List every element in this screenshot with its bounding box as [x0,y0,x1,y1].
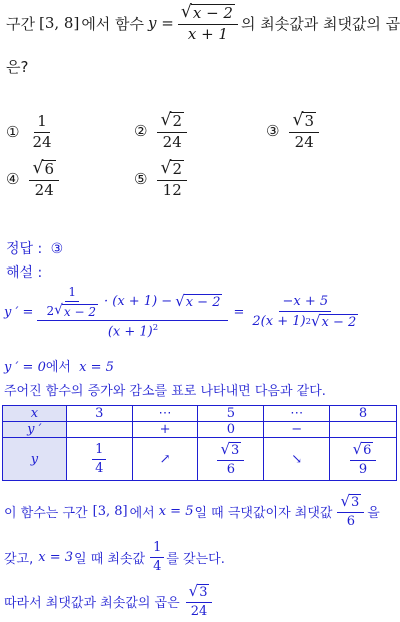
concl2-a: 갖고, [4,551,34,567]
choice-2-den: 24 [162,132,182,151]
concl1-f: 을 [367,505,380,521]
concl1-num: 3 [350,495,360,510]
choice-4[interactable]: ④ √ 6 24 [6,160,59,199]
deriv-inner-num: 1 [65,286,79,302]
deriv-result-den-rad: x − 2 [321,315,357,331]
table-row-dy [3,422,397,438]
table-y-1-den: 4 [95,460,104,476]
table-row-y [3,438,397,481]
table-dy-cell [330,422,397,438]
choice-5-den: 12 [162,180,182,199]
choice-4-num: 6 [44,160,54,178]
concl2-num: 1 [150,541,164,558]
deriv-inner-fraction: 1 2 √ x − 2 [46,285,96,319]
final-line [4,584,212,618]
conclusion-line-2 [4,541,225,573]
table-dy-cell: 0 [198,422,264,438]
answer-label: 정답 : [6,241,43,257]
increase-arrow-icon: ↗ [132,438,198,481]
decrease-arrow-icon: ↘ [264,438,330,481]
table-dy-cell: − [264,422,330,438]
concl1-den: 6 [346,513,355,529]
conclusion-line-1 [4,494,380,528]
zero-line [4,356,114,375]
choice-4-den: 24 [34,180,54,199]
table-dy-cell: + [132,422,198,438]
choice-5-mark: ⑤ [134,170,148,189]
question-fraction: √ x − 2 x + 1 [178,4,238,43]
question-line-2: 은? [6,58,29,76]
table-y-cell-5: √ 6 9 [330,438,397,481]
choice-3-den: 24 [294,132,314,151]
choice-1-mark: ① [6,123,20,142]
choice-5[interactable]: ⑤ √ 2 12 [134,160,187,199]
concl1-c: 에서 [129,505,155,521]
final-den: 24 [190,603,208,619]
choice-4-mark: ④ [6,170,20,189]
concl2-c: 일 때 최솟값 [74,551,146,567]
question-middle: 에서 함수 [81,14,145,33]
concl1-e: 일 때 극댓값이자 최댓값 [194,505,333,521]
answer-value: ③ [50,241,64,257]
derivative-equation [4,286,361,339]
zero-line-b: 에서 [45,360,71,375]
choice-1-num: 1 [34,114,50,133]
table-y-header: y [3,438,67,481]
deriv-lhs: y ′ = [4,305,34,321]
deriv-inner-rad: x − 2 [63,304,96,319]
choice-1-den: 24 [32,132,52,151]
concl1-fraction: √ 3 6 [337,494,364,528]
table-intro: 주어진 함수의 증가와 감소를 표로 나타내면 다음과 같다. [4,384,326,399]
final-num: 3 [199,585,208,600]
question-prefix: 구간 [6,14,35,33]
question-suffix: 의 최솟값과 최댓값의 곱 [240,14,400,33]
choice-3-mark: ③ [266,122,280,141]
choice-2-num: 2 [172,112,182,130]
choice-2-mark: ② [134,122,148,141]
final-fraction: √ 3 24 [186,584,213,618]
choice-5-num: 2 [172,160,182,178]
deriv-eq: = [233,305,245,321]
table-x-header: x [3,406,67,422]
question-fn-num: x − 2 [192,4,233,22]
question-interval: [3, 8] [38,14,80,33]
deriv-den-exp: 2 [152,322,159,333]
concl2-den: 4 [153,558,162,574]
question-fn-den: x + 1 [187,24,228,43]
table-dy-cell [66,422,132,438]
question-fn-lhs: y = [148,14,174,33]
question-line-1 [6,4,400,43]
increase-decrease-table [2,405,397,481]
concl2-fraction [150,541,164,573]
answer-line [6,238,63,258]
deriv-num-rad: x − 2 [185,295,221,311]
table-row-x [3,406,397,422]
deriv-result-num: −x + 5 [279,295,331,312]
concl1-a: 이 함수는 구간 [4,505,88,521]
deriv-num-tail: · (x + 1) − [103,294,173,310]
concl1-b: [3, 8] [92,503,128,519]
table-x-cell: 3 [66,406,132,422]
zero-line-c: x = 5 [79,360,114,375]
table-y-cell-3: √ 3 6 [198,438,264,481]
final-a: 따라서 최댓값과 최솟값의 곱은 [4,595,180,611]
deriv-result-den-coef: 2(x + 1) [252,314,306,330]
table-y-3-den: 6 [226,461,235,477]
table-x-cell: 8 [330,406,397,422]
table-y-3-num: 3 [230,442,240,458]
concl2-b: x = 3 [38,549,74,565]
table-dy-header: y ′ [3,422,67,438]
deriv-result-fraction: −x + 5 2(x + 1) 2 √ x − 2 [252,294,357,331]
table-x-cell: ⋯ [264,406,330,422]
table-y-1-num: 1 [92,443,106,460]
zero-line-a: y ′ = 0 [4,360,46,375]
table-y-cell-1 [66,438,132,481]
deriv-big-fraction: 1 2 √ x − 2 · (x + 1) − √ x − 2 $(x + 1)^2$ [37,286,228,339]
deriv-inner-coef: 2 [46,303,55,318]
choice-3[interactable]: ③ √ 3 24 [266,112,319,151]
concl1-d: x = 5 [158,503,194,519]
deriv-den: (x + 1) [107,324,153,340]
table-x-cell: ⋯ [132,406,198,422]
explanation-label: 해설 : [6,265,43,281]
deriv-result-den-exp: 2 [305,316,311,327]
table-y-5-num: 6 [363,442,372,458]
choice-2[interactable]: ② √ 2 24 [134,112,187,151]
table-y-5-den: 9 [358,461,368,477]
table-x-cell: 5 [198,406,264,422]
choice-1[interactable] [6,114,55,151]
concl2-d: 를 갖는다. [166,551,225,567]
choice-3-num: 3 [304,112,314,130]
